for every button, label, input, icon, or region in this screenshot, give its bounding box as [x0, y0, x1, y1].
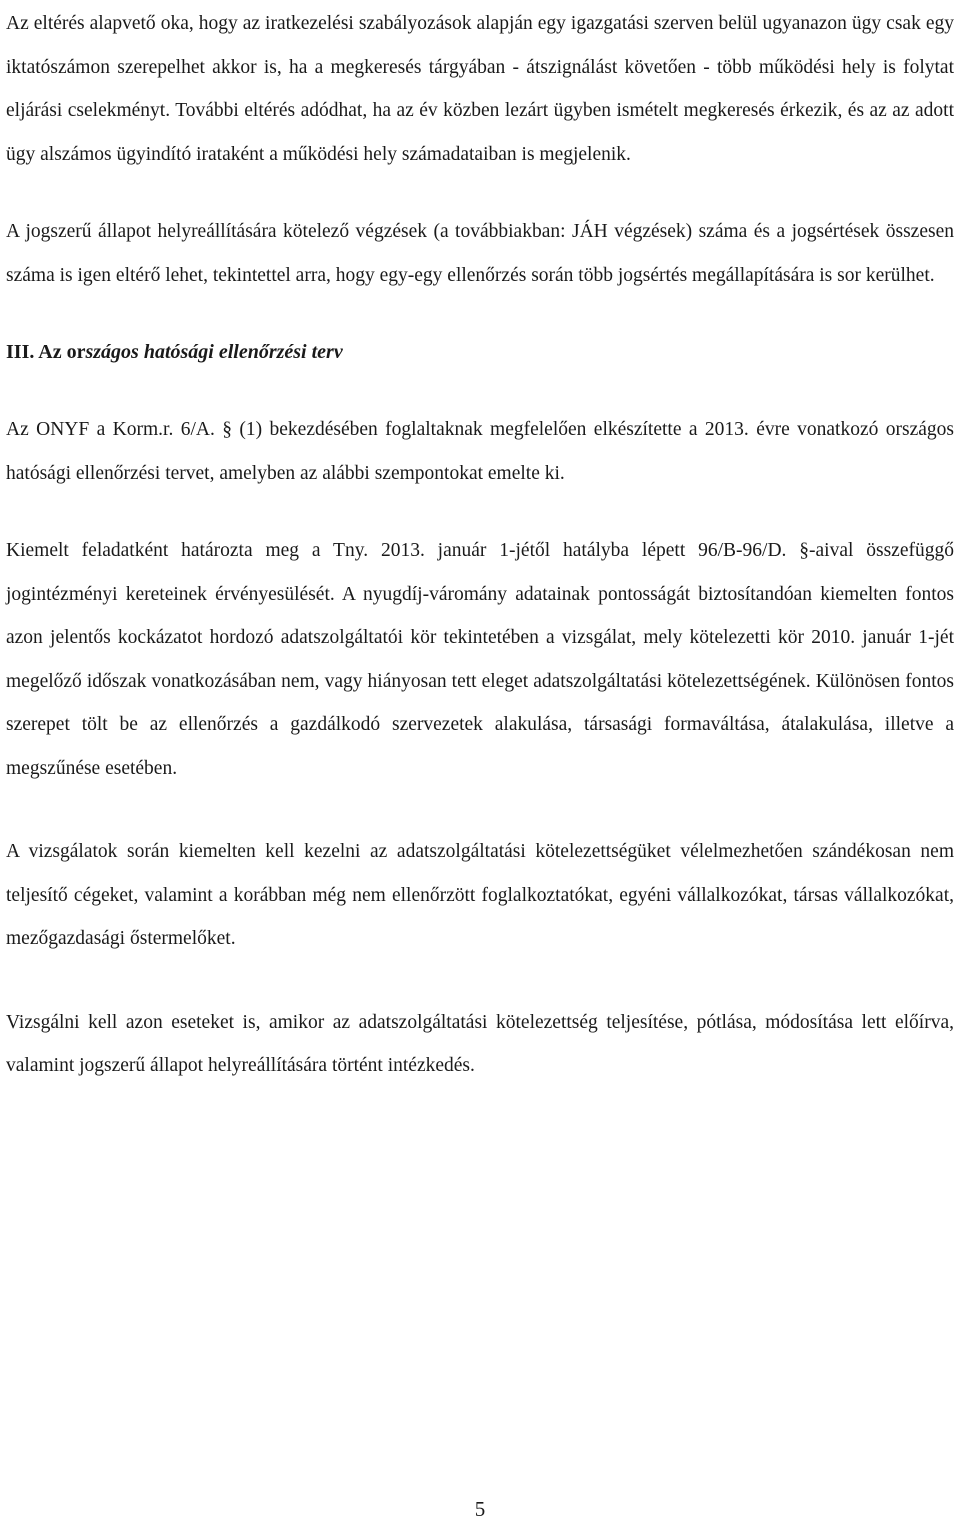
paragraph-vizsgalatok: A vizsgálatok során kiemelten kell kezelni az adatszolgáltatási kötelezettségüket vélelmezhetően szándékosan nem teljesítő cégeket, valamint a korábban még nem ellenőrzött foglalkoztatókat, egyéni vállalkozókat, társas vállalkozókat, mezőgazdasági őstermelőket.	[6, 841, 954, 949]
paragraph-vizsgalni: Vizsgálni kell azon eseteket is, amikor az adatszolgáltatási kötelezettség teljesítése, pótlása, módosítása lett előírva, valamint jogszerű állapot helyreállítására történt intézkedés.	[6, 1011, 954, 1076]
paragraph-spacer	[6, 176, 954, 210]
page-number: 5	[474, 1497, 486, 1521]
paragraph-iratkezelesi-elteres: Az eltérés alapvető oka, hogy az iratkezelési szabályozások alapján egy igazgatási szerven belül ugyanazon ügy csak egy iktatószámon szerepelhet akkor is, ha a megkeresés tárgyában - átszignálást követően - több működési hely is folytat eljárási cselekményt. További eltérés adódhat, ha az év közben lezárt ügyben ismételt megkeresés érkezik, és az az adott ügy alszámos ügyindító irataként a működési hely számadataiban is megjelenik.	[6, 13, 954, 165]
paragraph-kiemelt-feladat: Kiemelt feladatként határozta meg a Tny. 2013. január 1-jétől hatályba lépett 96/B-96/D. §-aival összefüggő jogintézményi kereteinek érvényesülését. A nyugdíj-váromány adatainak pontosságát biztosítandóan kiemelten fontos azon jelentős kockázatot hordozó adatszolgáltatói kör tekintetében a vizsgálat, mely kötelezetti kör 2010. január 1-jét megelőző időszak vonatkozásában nem, vagy hiányosan tett eleget adatszolgáltatási kötelezettségének. Különösen fontos szerepet tölt be az ellenőrzés a gazdálkodó szervezetek alakulása, társasági formaváltása, átalakulása, illetve a megszűnése esetében.	[6, 540, 954, 779]
paragraph-spacer	[6, 790, 954, 830]
document-page	[6, 2, 954, 1088]
section-heading-title: szágos hatósági ellenőrzési terv	[85, 341, 343, 363]
section-heading-lead: Az or	[38, 341, 86, 363]
paragraph-ellenorzesi-terv: Az ONYF a Korm.r. 6/A. § (1) bekezdésében foglaltaknak megfelelően elkészítette a 2013. évre vonatkozó országos hatósági ellenőrzési tervet, amelyben az alábbi szempontokat emelte ki.	[6, 419, 954, 484]
paragraph-spacer	[6, 374, 954, 408]
paragraph-spacer	[6, 961, 954, 1001]
paragraph-jah-vegzesek: A jogszerű állapot helyreállítására kötelező végzések (a továbbiakban: JÁH végzések) száma és a jogsértések összesen száma is igen eltérő lehet, tekintettel arra, hogy egy-egy ellenőrzés során több jogsértés megállapítására is sor kerülhet.	[6, 221, 954, 286]
paragraph-spacer	[6, 495, 954, 529]
section-heading-number: III.	[6, 341, 35, 363]
section-heading	[6, 331, 954, 374]
paragraph-spacer	[6, 297, 954, 331]
